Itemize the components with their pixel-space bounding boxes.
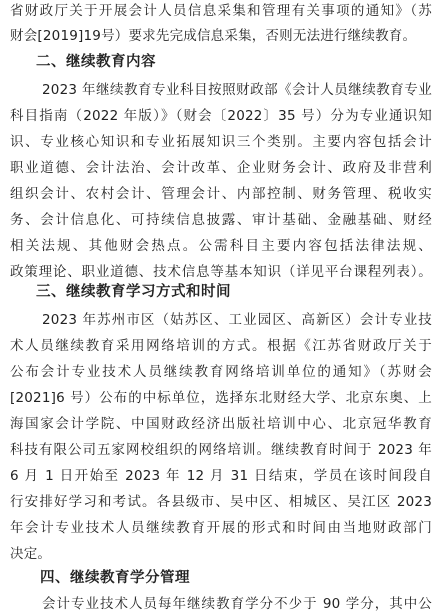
text-line: 决定。 — [10, 546, 52, 562]
text-line: 术人员继续教育采用网络培训的方式。根据《江苏省财政厅关于 — [10, 338, 432, 354]
text-line: 识、专业核心知识和专业拓展知识三个类别。主要内容包括会计 — [10, 134, 432, 150]
text-line: 行安排好学习和考试。各县级市、吴中区、相城区、吴江区 2023 — [10, 494, 432, 510]
text-line: 年会计专业技术人员继续教育开展的形式和时间由当地财政部门 — [10, 520, 432, 536]
text-line: 2023 年苏州市区（姑苏区、工业园区、高新区）会计专业技 — [42, 312, 432, 328]
text-line: 科技有限公司五家网校组织的网络培训。继续教育时间于 2023 年 — [10, 442, 432, 458]
text-line: 海国家会计学院、中国财政经济出版社培训中心、北京冠华教育 — [10, 416, 432, 432]
text-line: 政策理论、职业道德、技术信息等基本知识（详见平台课程列表）。 — [10, 264, 432, 280]
section-heading: 三、继续教育学习方式和时间 — [36, 284, 231, 300]
text-line: 会计专业技术人员每年继续教育学分不少于 90 学分，其中公 — [42, 596, 432, 612]
text-line: [2021]6 号）公布的中标单位，选择东北财经大学、北京东奥、上 — [10, 390, 432, 406]
text-line: 6 月 1 日开始至 2023 年 12 月 31 日结束，学员在该时间段自 — [10, 468, 432, 484]
section-heading: 二、继续教育内容 — [36, 54, 156, 70]
section-heading: 四、继续教育学分管理 — [40, 570, 190, 586]
text-line: 财会[2019]19号）要求先完成信息采集，否则无法进行继续教育。 — [10, 28, 417, 44]
text-line: 务、会计信息化、可持续信息披露、审计基础、金融基础、财经 — [10, 212, 432, 228]
text-line: 省财政厅关于开展会计人员信息采集和管理有关事项的通知》（苏 — [10, 3, 432, 19]
text-line: 职业道德、会计法治、会计改革、企业财务会计、政府及非营利 — [10, 160, 432, 176]
text-line: 公布会计专业技术人员继续教育网络培训单位的通知》（苏财会 — [10, 364, 432, 380]
text-line: 2023 年继续教育专业科目按照财政部《会计人员继续教育专业 — [42, 82, 432, 98]
text-line: 相关法规、其他财会热点。公需科目主要内容包括法律法规、 — [10, 238, 432, 254]
text-line: 组织会计、农村会计、管理会计、内部控制、财务管理、税收实 — [10, 186, 432, 202]
text-line: 科目指南（2022 年版）》（财会〔2022〕35 号）分为专业通识知 — [10, 108, 432, 124]
